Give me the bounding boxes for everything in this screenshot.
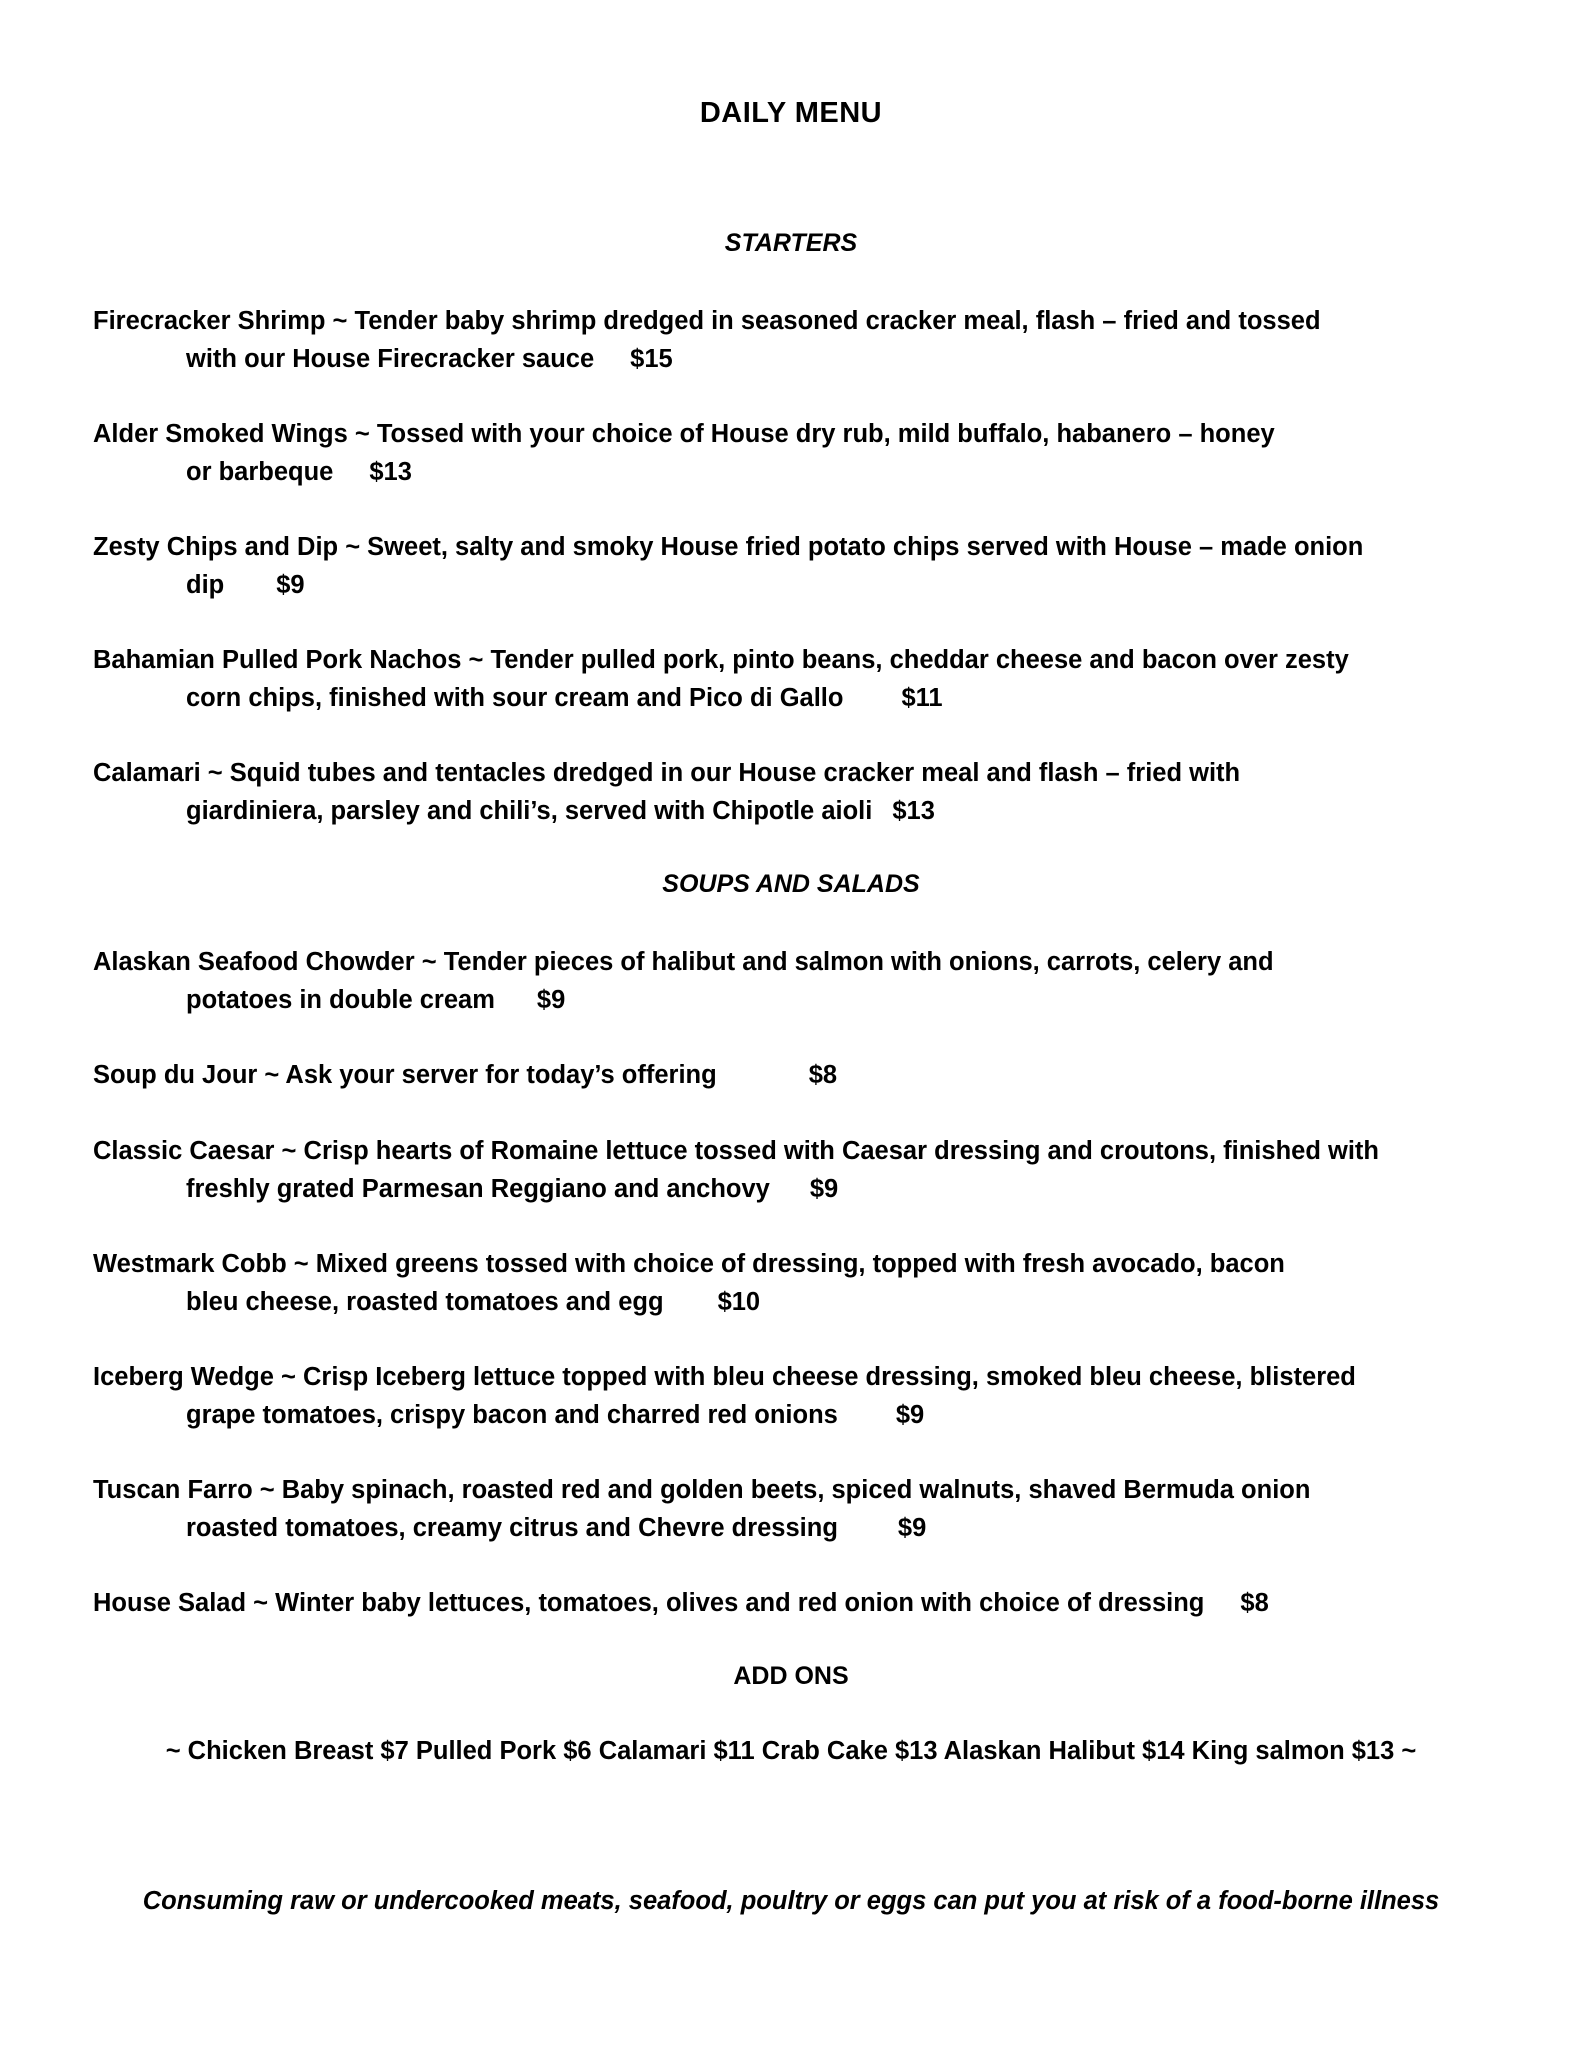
item-description-cont: or barbeque bbox=[186, 458, 334, 486]
item-price: $13 bbox=[892, 797, 935, 825]
item-description-cont: giardiniera, parsley and chili’s, served with Chipotle aioli bbox=[186, 797, 873, 825]
item-price: $8 bbox=[1240, 1589, 1269, 1617]
add-ons-list: ~ Chicken Breast $7 Pulled Pork $6 Calamari $11 Crab Cake $13 Alaskan Halibut $14 King salmon $13 ~ bbox=[165, 1737, 1417, 1765]
item-description: Iceberg Wedge ~ Crisp Iceberg lettuce topped with bleu cheese dressing, smoked bleu cheese, blistered bbox=[93, 1363, 1356, 1391]
starters-heading: STARTERS bbox=[724, 229, 858, 257]
item-price: $15 bbox=[630, 345, 673, 373]
menu-item-tuscan-farro bbox=[93, 1471, 1493, 1547]
item-description-cont: with our House Firecracker sauce bbox=[186, 345, 595, 373]
menu-item-calamari bbox=[93, 754, 1493, 830]
item-description: Classic Caesar ~ Crisp hearts of Romaine lettuce tossed with Caesar dressing and croutons, finished with bbox=[93, 1137, 1379, 1165]
item-description-cont: grape tomatoes, crispy bacon and charred red onions bbox=[186, 1401, 838, 1429]
item-description: Calamari ~ Squid tubes and tentacles dredged in our House cracker meal and flash – fried with bbox=[93, 759, 1241, 787]
item-description: Firecracker Shrimp ~ Tender baby shrimp dredged in seasoned cracker meal, flash – fried and tossed bbox=[93, 307, 1321, 335]
menu-item-zesty-chips bbox=[93, 528, 1493, 604]
menu-item-alder-smoked-wings bbox=[93, 415, 1493, 491]
soups-salads-heading: SOUPS AND SALADS bbox=[662, 870, 920, 898]
menu-item-soup-du-jour bbox=[93, 1056, 1493, 1094]
item-description-cont: bleu cheese, roasted tomatoes and egg bbox=[186, 1288, 664, 1316]
menu-item-westmark-cobb bbox=[93, 1245, 1493, 1321]
item-description-cont: freshly grated Parmesan Reggiano and anchovy bbox=[186, 1175, 770, 1203]
item-price: $9 bbox=[895, 1401, 925, 1429]
item-description: Zesty Chips and Dip ~ Sweet, salty and smoky House fried potato chips served with House – made onion bbox=[93, 533, 1364, 561]
item-description: Tuscan Farro ~ Baby spinach, roasted red and golden beets, spiced walnuts, shaved Bermuda onion bbox=[93, 1476, 1311, 1504]
item-description: Bahamian Pulled Pork Nachos ~ Tender pulled pork, pinto beans, cheddar cheese and bacon over zesty bbox=[93, 646, 1349, 674]
item-price: $13 bbox=[369, 458, 412, 486]
item-description: Soup du Jour ~ Ask your server for today’s offering bbox=[93, 1061, 717, 1089]
item-description-cont: corn chips, finished with sour cream and Pico di Gallo bbox=[186, 684, 844, 712]
item-price: $9 bbox=[809, 1175, 839, 1203]
item-price: $10 bbox=[717, 1288, 761, 1316]
item-price: $9 bbox=[276, 571, 305, 599]
menu-item-firecracker-shrimp bbox=[93, 302, 1493, 378]
item-description: House Salad ~ Winter baby lettuces, tomatoes, olives and red onion with choice of dressing bbox=[93, 1589, 1205, 1617]
page-title: DAILY MENU bbox=[699, 97, 883, 129]
item-description: Alaskan Seafood Chowder ~ Tender pieces of halibut and salmon with onions, carrots, celery and bbox=[93, 948, 1274, 976]
item-description-cont: potatoes in double cream bbox=[186, 986, 495, 1014]
menu-item-iceberg-wedge bbox=[93, 1358, 1493, 1434]
item-description-cont: roasted tomatoes, creamy citrus and Chevre dressing bbox=[186, 1514, 838, 1542]
add-ons-heading: ADD ONS bbox=[733, 1662, 849, 1690]
menu-item-pulled-pork-nachos bbox=[93, 641, 1493, 717]
menu-item-seafood-chowder bbox=[93, 943, 1493, 1019]
item-price: $9 bbox=[536, 986, 566, 1014]
item-description-cont: dip bbox=[186, 571, 225, 599]
item-description: Westmark Cobb ~ Mixed greens tossed with choice of dressing, topped with fresh avocado, bacon bbox=[93, 1250, 1285, 1278]
menu-item-house-salad bbox=[93, 1584, 1493, 1622]
item-price: $8 bbox=[808, 1061, 838, 1089]
menu-item-classic-caesar bbox=[93, 1132, 1493, 1208]
item-price: $9 bbox=[897, 1514, 927, 1542]
item-price: $11 bbox=[901, 684, 943, 712]
item-description: Alder Smoked Wings ~ Tossed with your choice of House dry rub, mild buffalo, habanero – honey bbox=[93, 420, 1275, 448]
food-safety-disclaimer: Consuming raw or undercooked meats, seafood, poultry or eggs can put you at risk of a food-borne illness bbox=[142, 1887, 1440, 1915]
